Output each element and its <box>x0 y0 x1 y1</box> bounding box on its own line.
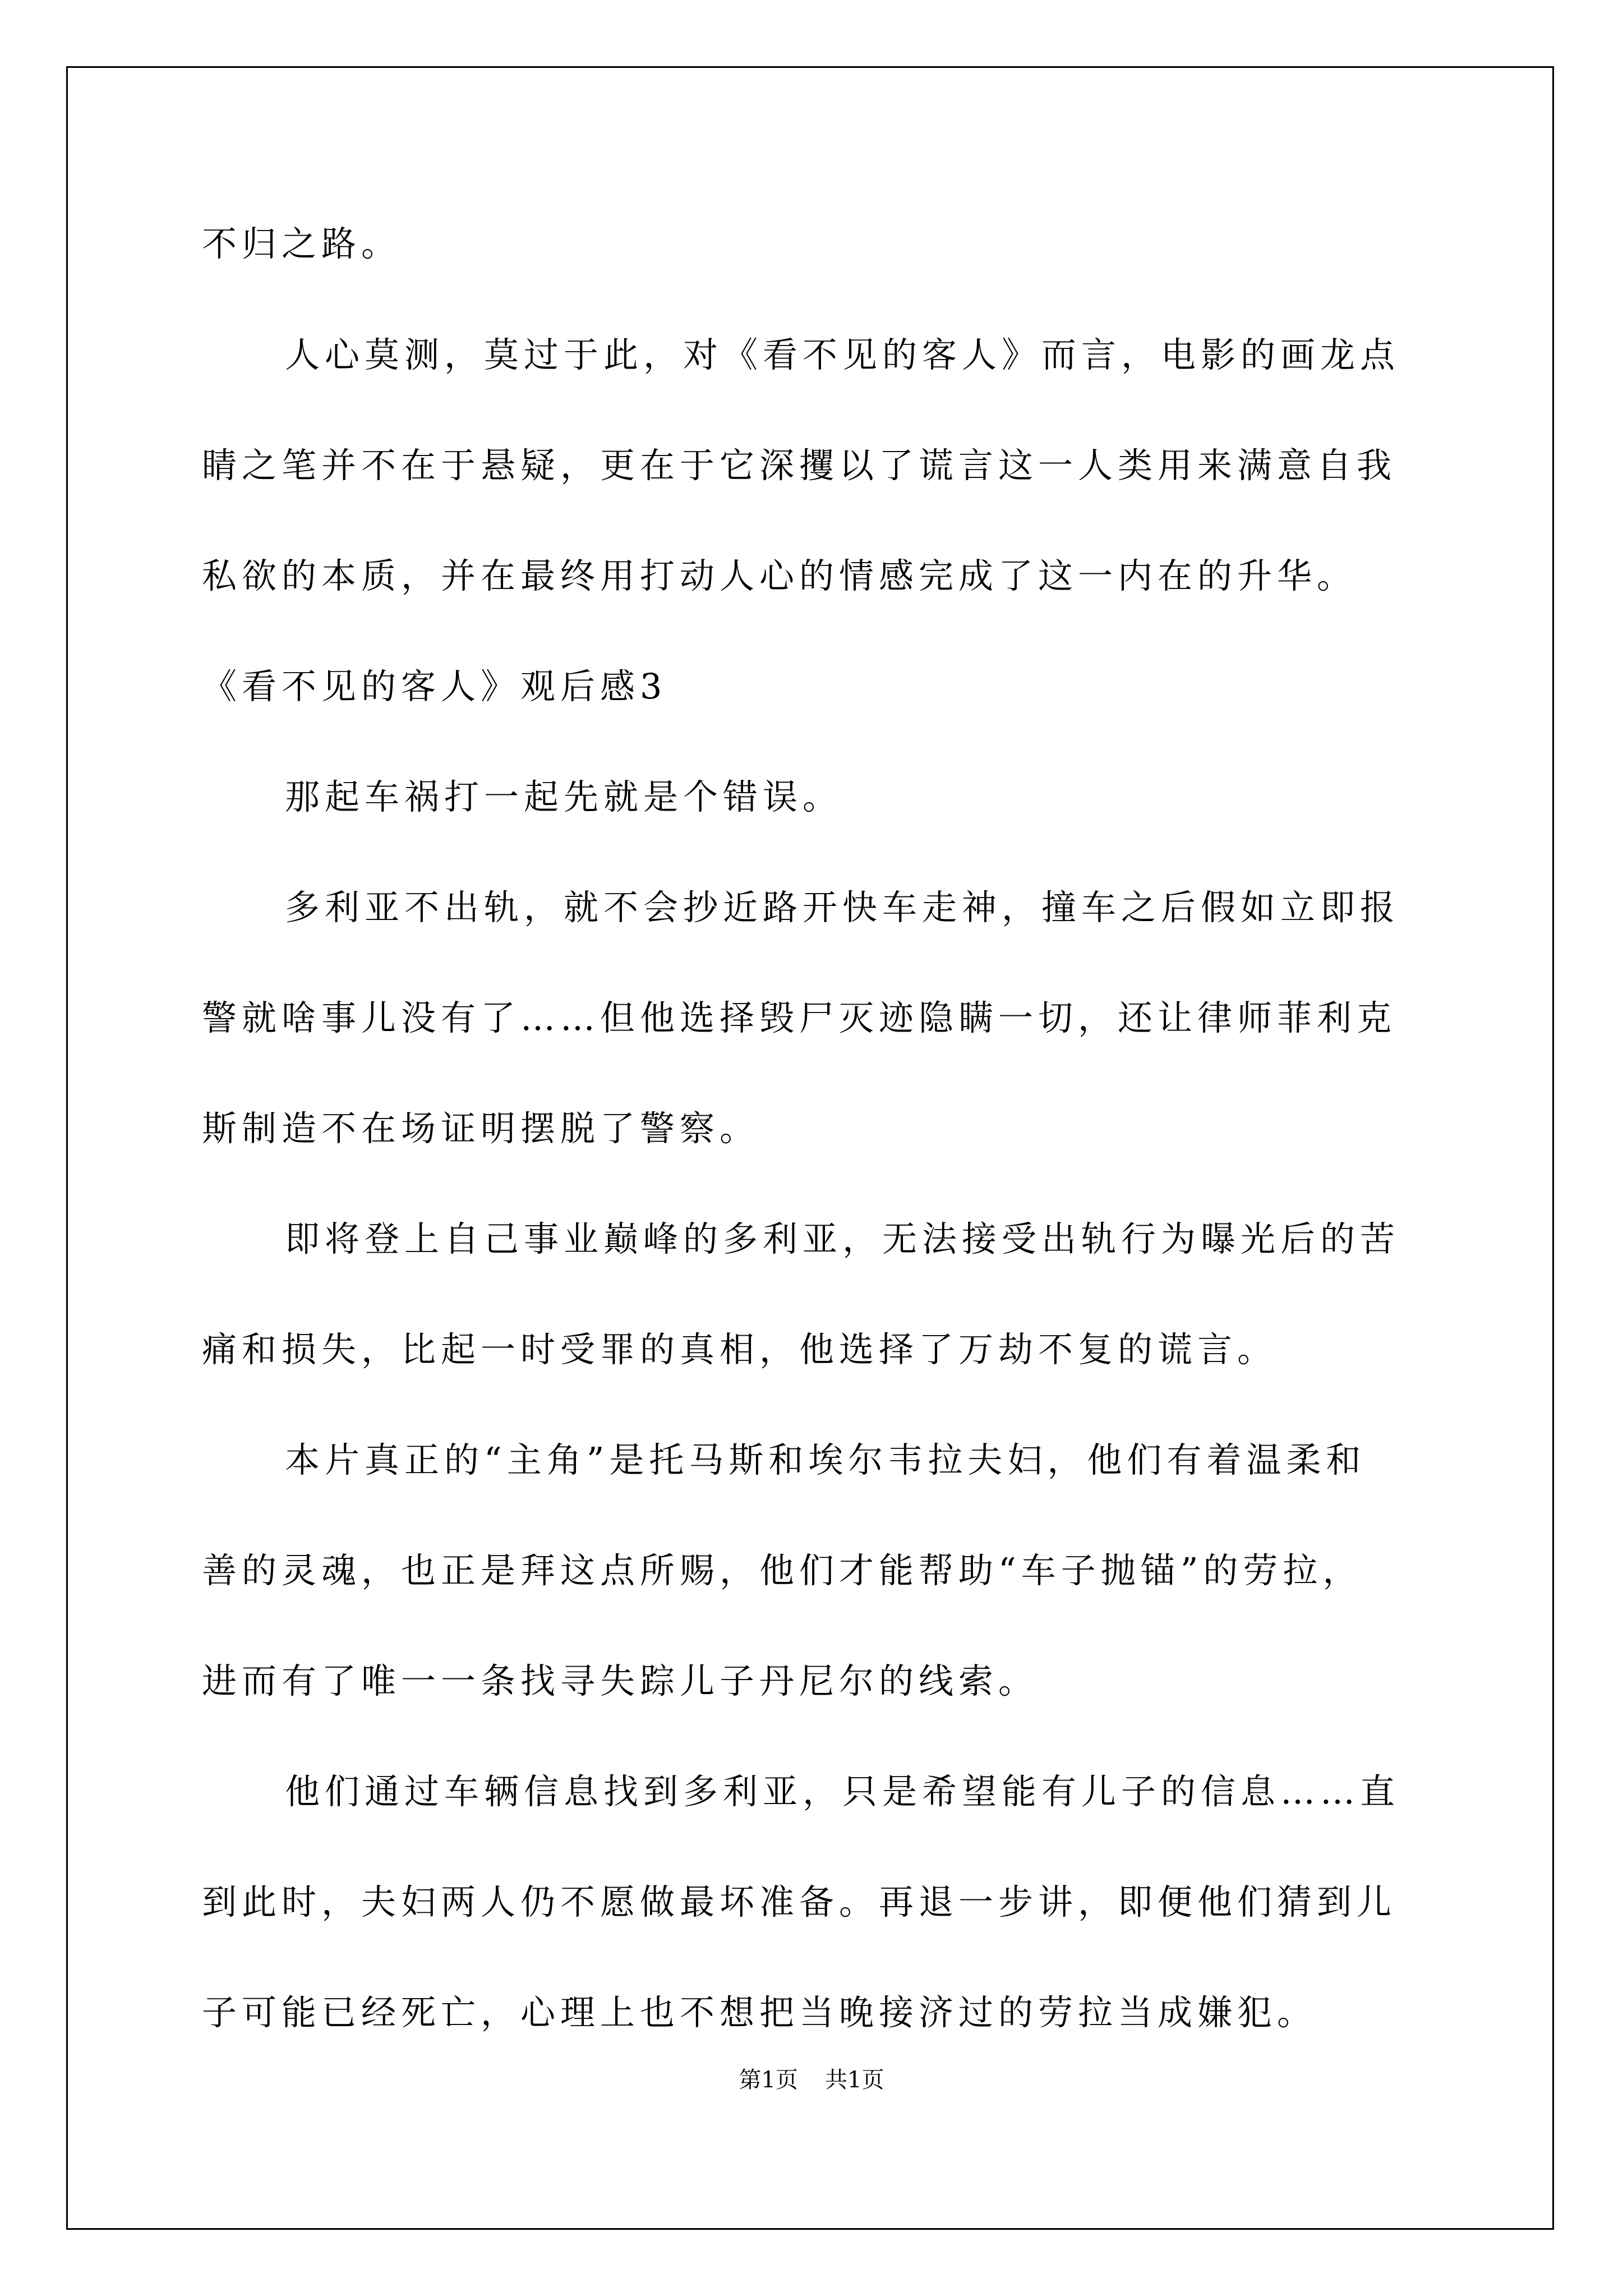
text-line: 斯制造不在场证明摆脱了警察。 <box>202 1108 760 1149</box>
paragraph-line: 本片真正的“主角”是托马斯和埃尔韦拉夫妇，他们有着温柔和 <box>285 1439 1366 1480</box>
text-line: 进而有了唯一一条找寻失踪儿子丹尼尔的线索。 <box>202 1660 1039 1701</box>
text-line: 子可能已经死亡，心理上也不想把当晚接济过的劳拉当成嫌犯。 <box>202 1992 1317 2033</box>
text-line: 私欲的本质，并在最终用打动人心的情感完成了这一内在的升华。 <box>202 555 1357 596</box>
paragraph-line: 他们通过车辆信息找到多利亚，只是希望能有儿子的信息……直 <box>285 1771 1400 1812</box>
paragraph-line: 即将登上自己事业巅峰的多利亚，无法接受出轨行为曝光后的苦 <box>285 1218 1400 1259</box>
paragraph-line: 人心莫测，莫过于此，对《看不见的客人》而言，电影的画龙点 <box>285 334 1400 375</box>
section-heading: 《看不见的客人》观后感3 <box>202 666 667 707</box>
total-pages: 共1页 <box>825 2067 884 2093</box>
page-number: 第1页 <box>739 2067 798 2093</box>
paragraph-line: 多利亚不出轨，就不会抄近路开快车走神，撞车之后假如立即报 <box>285 887 1400 928</box>
text-line: 警就啥事儿没有了……但他选择毁尸灭迹隐瞒一切，还让律师菲利克 <box>202 997 1397 1038</box>
text-line: 不归之路。 <box>202 223 402 264</box>
text-line: 到此时，夫妇两人仍不愿做最坏准备。再退一步讲，即便他们猜到儿 <box>202 1881 1397 1922</box>
text-line: 痛和损失，比起一时受罪的真相，他选择了万劫不复的谎言。 <box>202 1329 1278 1370</box>
paragraph-line: 那起车祸打一起先就是个错误。 <box>285 776 843 817</box>
text-line: 睛之笔并不在于悬疑，更在于它深攫以了谎言这一人类用来满意自我 <box>202 445 1397 486</box>
text-line: 善的灵魂，也正是拜这点所赐，他们才能帮助“车子抛锚”的劳拉， <box>202 1550 1363 1591</box>
page-footer <box>0 2069 1623 2091</box>
